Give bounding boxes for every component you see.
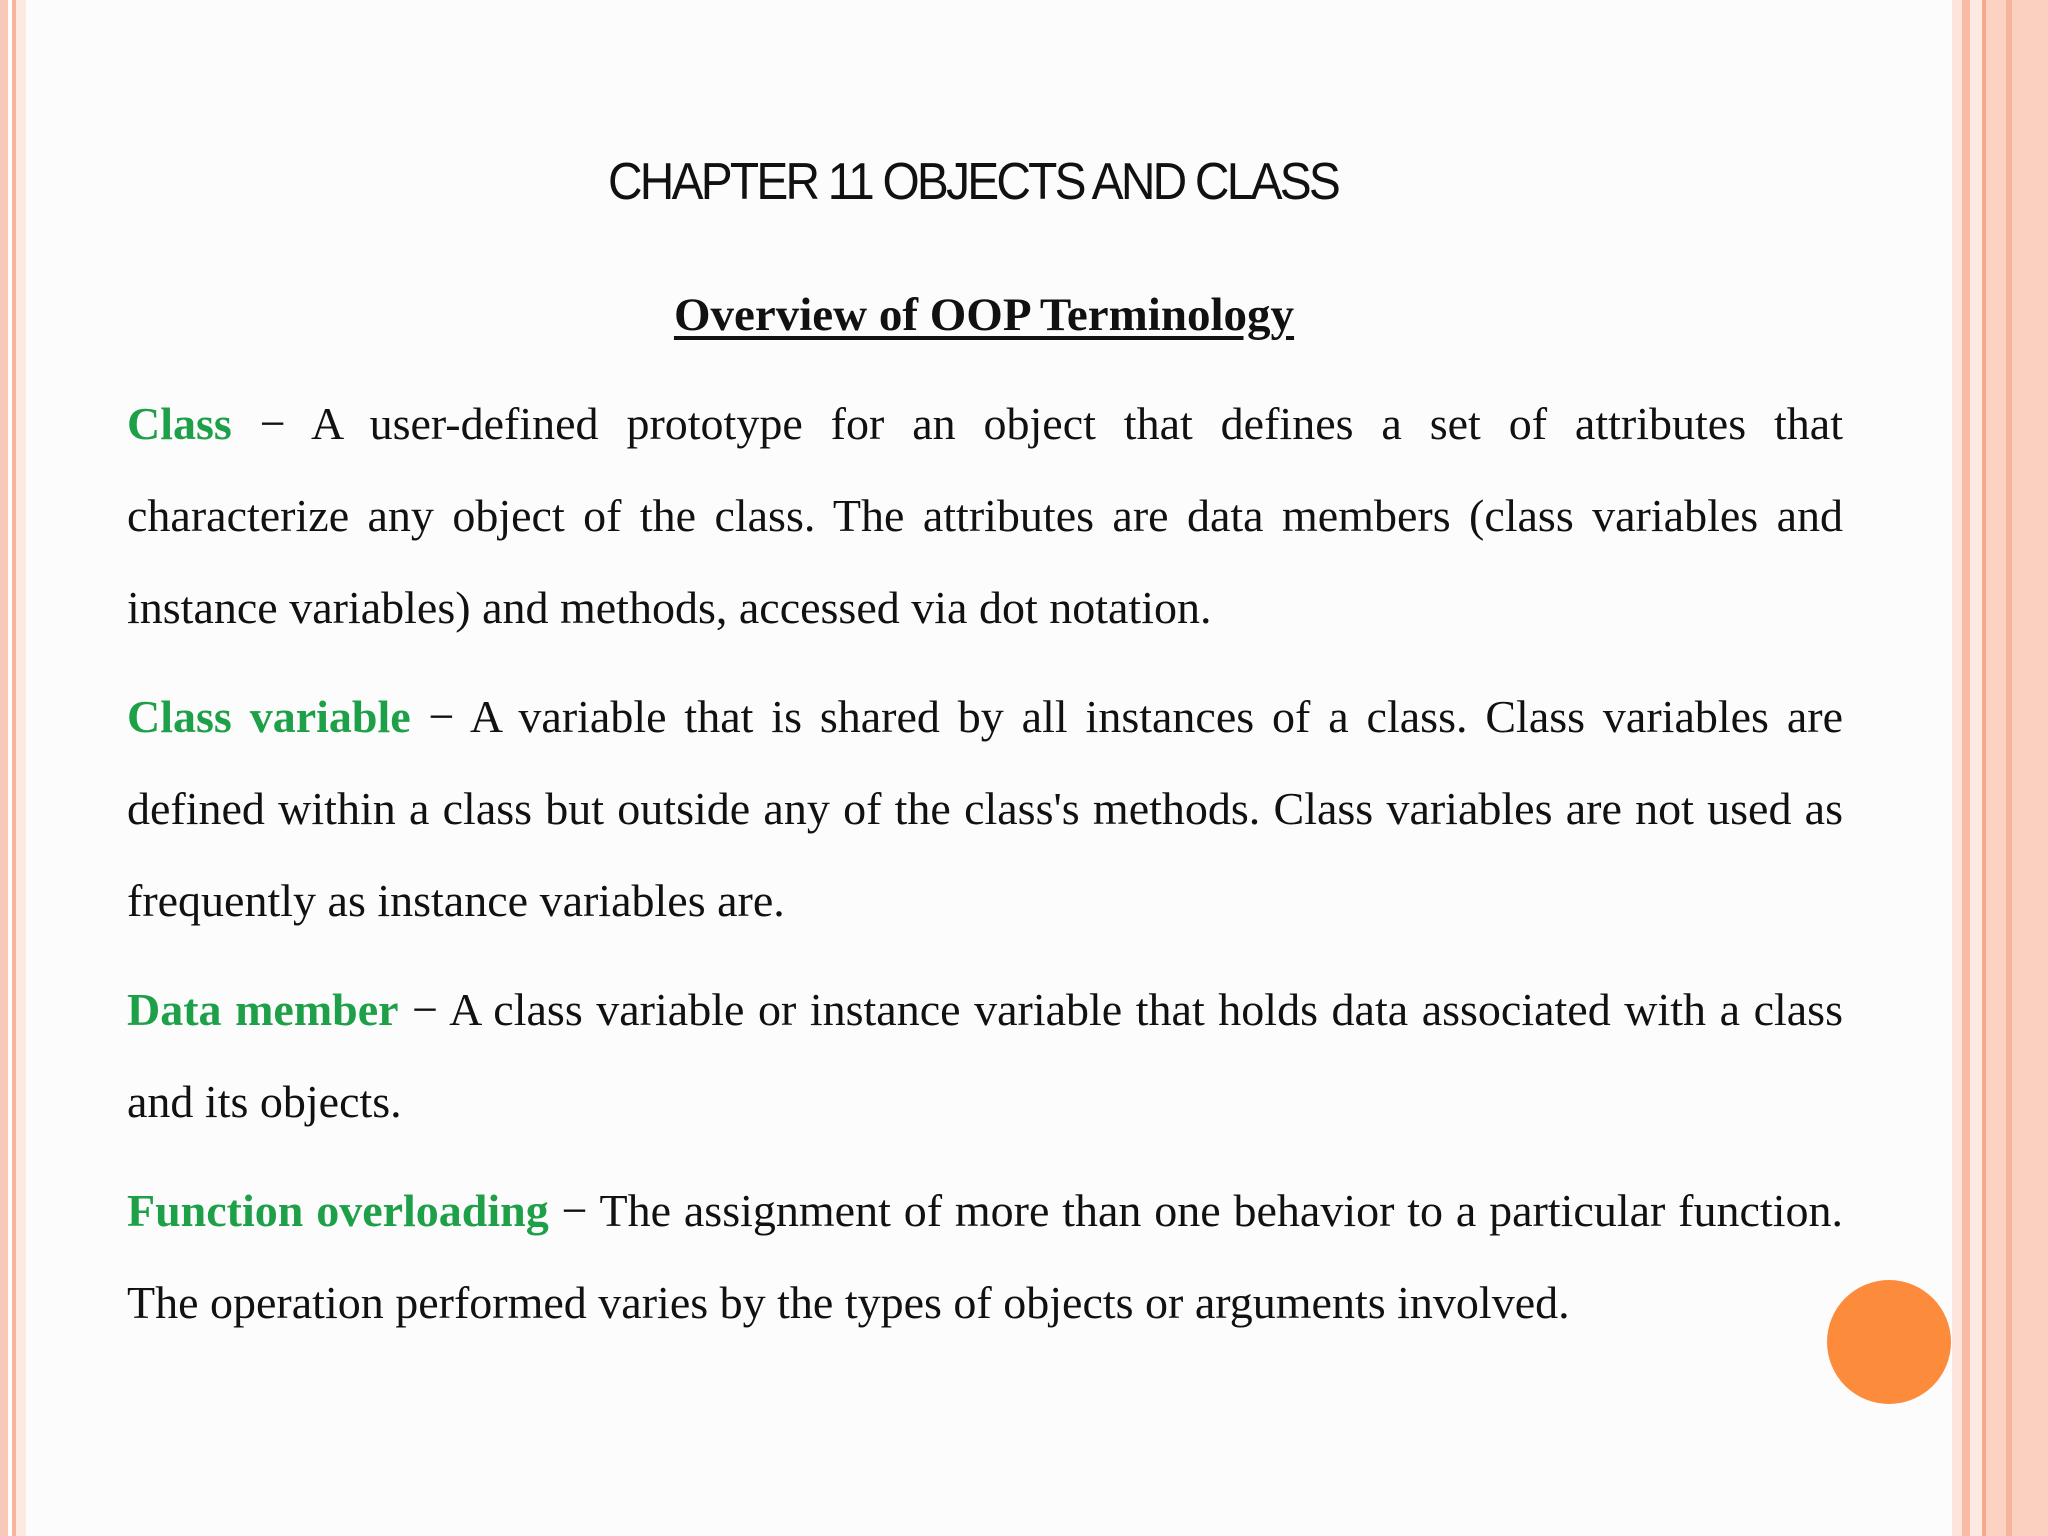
- term-definition: − A class variable or instance variable that holds data associated with a class and its objects.: [127, 984, 1843, 1127]
- left-border-stripe: [0, 0, 8, 1536]
- section-title: Overview of OOP Terminology: [673, 289, 1295, 341]
- term-definition: − The assignment of more than one behavior to a particular function. The operation performed varies by the types of objects or arguments involved.: [127, 1185, 1843, 1328]
- term-paragraph-function-overloading: [127, 1165, 1843, 1349]
- right-border-stripe: [1970, 0, 1982, 1536]
- chapter-title: CHAPTER 11 OBJECTS AND CLASS: [607, 153, 1339, 211]
- orange-circle-decoration: [1827, 1280, 1951, 1404]
- right-border-stripe: [2012, 0, 2048, 1536]
- term-paragraph-data-member: [127, 964, 1843, 1148]
- terminology-list: [127, 378, 1843, 1366]
- term-label: Data member: [127, 984, 399, 1035]
- right-border-stripe: [1962, 0, 1970, 1536]
- term-label: Class: [127, 398, 232, 449]
- right-border-stripe: [1952, 0, 1962, 1536]
- term-definition: − A user-defined prototype for an object that defines a set of attributes that characterize any object of the class. The attributes are data members (class variables and instance variables) and methods, accessed via dot notation.: [127, 398, 1843, 633]
- right-border-stripe: [1986, 0, 2006, 1536]
- term-paragraph-class-variable: [127, 671, 1843, 947]
- term-paragraph-class: [127, 378, 1843, 654]
- term-label: Class variable: [127, 691, 411, 742]
- term-definition: − A variable that is shared by all instances of a class. Class variables are defined within a class but outside any of the class's methods. Class variables are not used as frequently as instance variables are.: [127, 691, 1843, 926]
- term-label: Function overloading: [127, 1185, 549, 1236]
- left-border-fill: [16, 0, 26, 1536]
